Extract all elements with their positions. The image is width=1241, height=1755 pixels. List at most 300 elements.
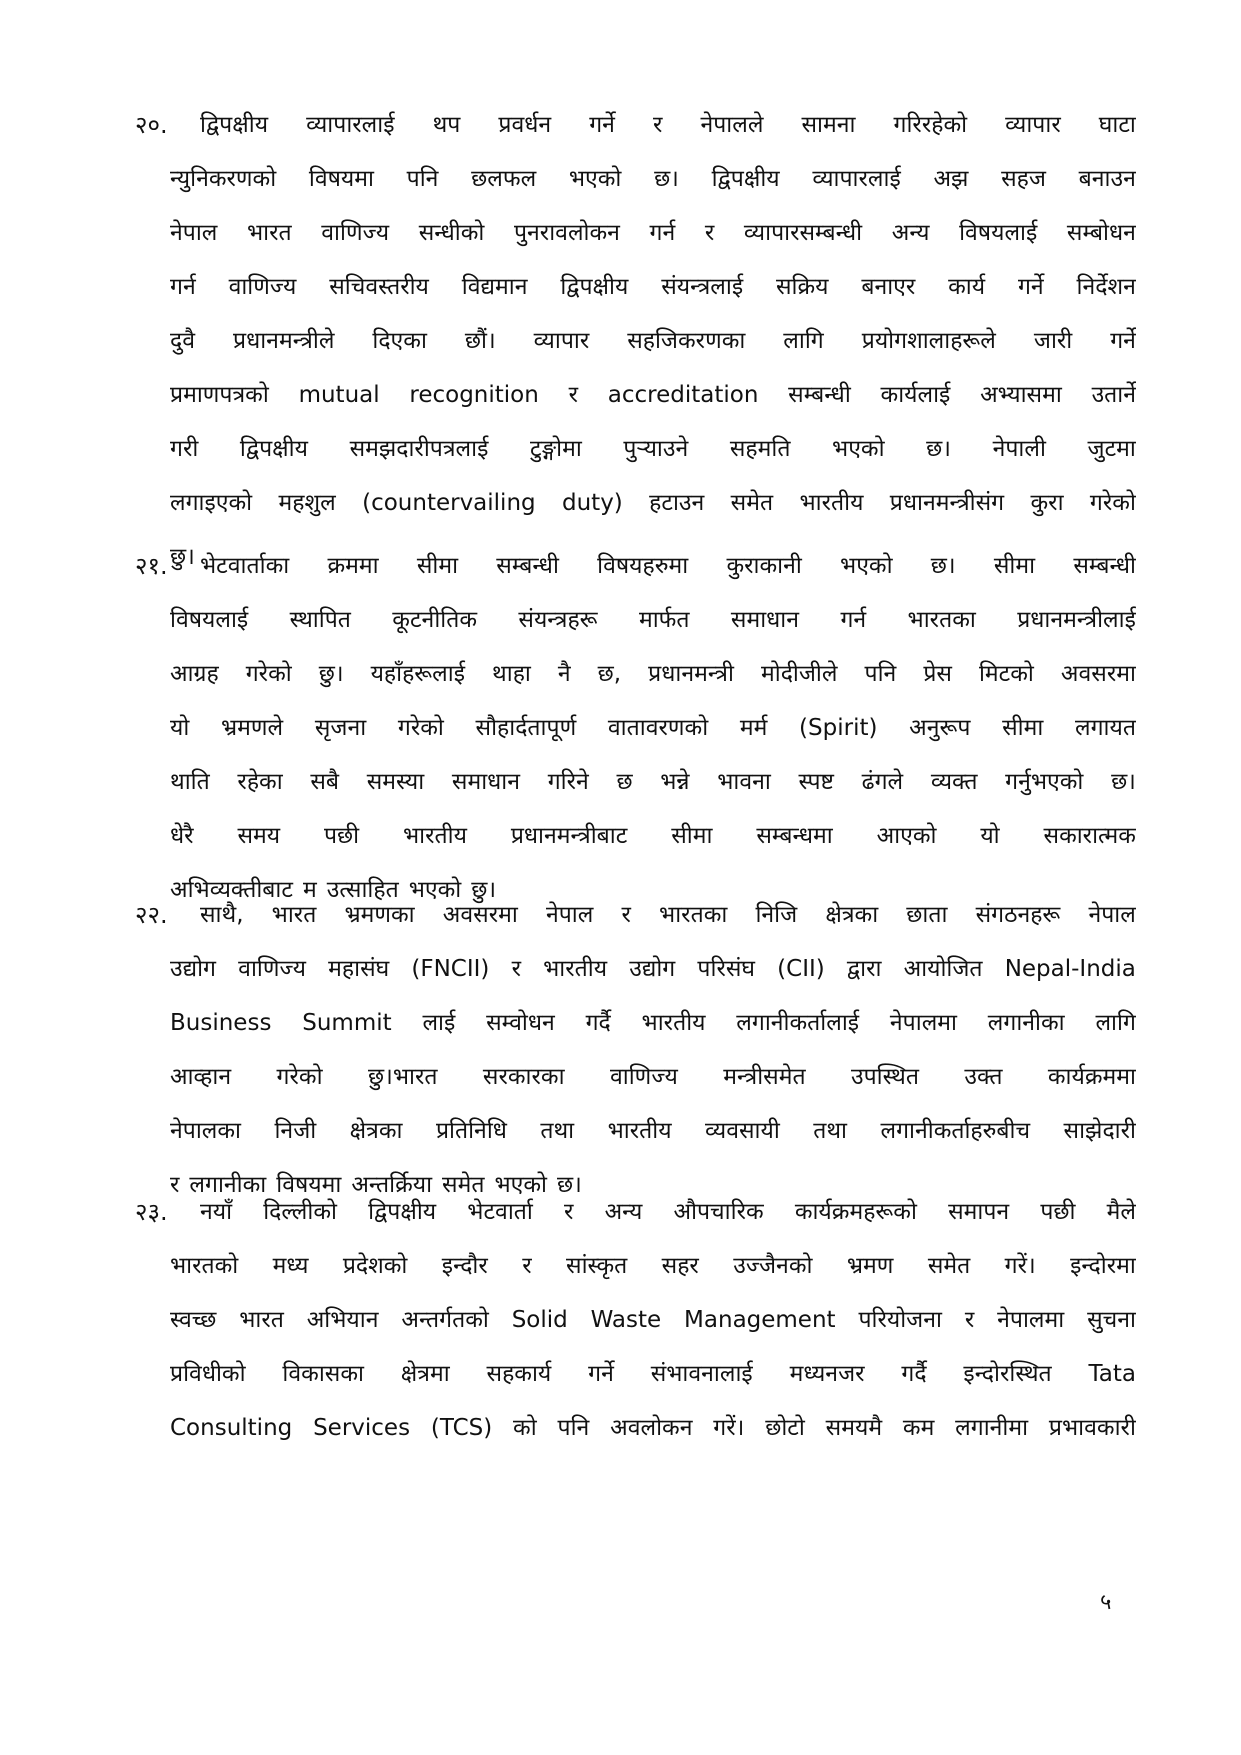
- word: भारतीय: [403, 823, 467, 849]
- word: सम्बन्धमा: [756, 823, 833, 849]
- word: पछी: [323, 823, 360, 849]
- word: प्रदेशको: [342, 1253, 408, 1279]
- word: छोटो: [765, 1415, 805, 1441]
- word: थाति: [170, 769, 210, 795]
- word: छ।: [556, 1172, 582, 1198]
- word: सांस्कृत: [566, 1253, 628, 1279]
- word: हटाउन: [649, 490, 705, 516]
- word: भएको: [832, 436, 885, 462]
- paragraph-number: २०.: [135, 111, 168, 139]
- word: इन्दोरमा: [1070, 1253, 1136, 1279]
- word: समय: [237, 823, 281, 849]
- word: Business: [170, 1010, 272, 1036]
- word: थाहा: [492, 661, 531, 687]
- word: प्रधानमन्त्रीलाई: [1017, 607, 1136, 633]
- word: विषयलाई: [170, 607, 249, 633]
- word: समापन: [948, 1199, 1010, 1225]
- word: व्यापारलाई: [812, 166, 901, 192]
- text-line: [170, 368, 1136, 422]
- word: न्युनिकरणको: [170, 166, 277, 192]
- word: व्यापारसम्बन्धी: [743, 220, 863, 246]
- word: गर्ने: [588, 1361, 614, 1387]
- word: अन्य: [891, 220, 930, 246]
- paragraph-number: २१.: [135, 552, 168, 580]
- word: (Spirit): [799, 715, 878, 741]
- word: बनाउन: [1078, 166, 1136, 192]
- word: पनि: [864, 661, 897, 687]
- word: प्रयोगशालाहरूले: [861, 328, 996, 354]
- word: mutual: [298, 382, 380, 408]
- word: समेत: [730, 490, 774, 516]
- word: Summit: [302, 1010, 392, 1036]
- word: भावना: [717, 769, 771, 795]
- word: वाणिज्य: [609, 1064, 678, 1090]
- word: पछी: [1040, 1199, 1076, 1225]
- word: गरी: [170, 436, 199, 462]
- word: द्विपक्षीय: [368, 1199, 437, 1225]
- word: नेपालमा: [997, 1307, 1065, 1333]
- word: सुचना: [1087, 1307, 1136, 1333]
- word: क्षेत्रमा: [400, 1361, 450, 1387]
- text-line: [170, 476, 1136, 530]
- word: संयन्त्रलाई: [661, 274, 744, 300]
- word: उद्योग: [629, 956, 676, 982]
- word: छाता: [906, 902, 948, 928]
- word: प्रवर्धन: [498, 112, 552, 138]
- word: अन्य: [604, 1199, 643, 1225]
- word: recognition: [409, 382, 539, 408]
- word: भएको: [568, 166, 622, 192]
- text-line: [170, 1293, 1136, 1347]
- word: सचिवस्तरीय: [329, 274, 429, 300]
- word: नेपालमा: [889, 1010, 957, 1036]
- word: पनि: [557, 1415, 590, 1441]
- word: अभिव्यक्तीबाट: [170, 877, 293, 903]
- word: छलफल: [471, 166, 537, 192]
- word: Consulting: [170, 1415, 293, 1441]
- word: उक्त: [964, 1064, 1003, 1090]
- word: सकारात्मक: [1043, 823, 1136, 849]
- word: अवलोकन: [610, 1415, 693, 1441]
- word: दिल्लीको: [263, 1199, 337, 1225]
- word: भारतीय: [607, 1118, 672, 1144]
- word: मर्म: [739, 715, 768, 741]
- word: छौं।: [464, 328, 496, 354]
- word: भ्रमण: [846, 1253, 894, 1279]
- word: कार्यलाई: [880, 382, 951, 408]
- word: छु।: [318, 661, 344, 687]
- word: सक्रिय: [775, 274, 829, 300]
- word: सबै: [310, 769, 340, 795]
- paragraph-20: [135, 98, 1136, 584]
- word: समझदारीपत्रलाई: [349, 436, 489, 462]
- word: भ्रमणका: [344, 902, 415, 928]
- word: संयन्त्रहरू: [518, 607, 598, 633]
- word: समाधान: [730, 607, 800, 633]
- paragraph-number: २२.: [135, 901, 168, 929]
- word: अवसरमा: [1060, 661, 1136, 687]
- word: वाणिज्य: [321, 220, 390, 246]
- word: Solid: [511, 1307, 568, 1333]
- word: अवसरमा: [442, 902, 518, 928]
- word: द्विपक्षीय: [239, 436, 308, 462]
- text-line: [170, 1050, 1136, 1104]
- word: अन्तर्क्रिया: [351, 1172, 433, 1198]
- word: जुटमा: [1087, 436, 1136, 462]
- word: द्विपक्षीय: [560, 274, 629, 300]
- word: पनि: [406, 166, 439, 192]
- word: लाई: [422, 1010, 456, 1036]
- word: गर्न: [840, 607, 867, 633]
- word: छ।: [1111, 769, 1136, 795]
- word: सहमति: [729, 436, 791, 462]
- word: निर्देशन: [1076, 274, 1136, 300]
- word: वाणिज्य: [228, 274, 297, 300]
- word: म: [302, 877, 317, 903]
- word: समेत: [442, 1172, 485, 1198]
- word: यो: [980, 823, 1000, 849]
- word: (FNCII): [411, 956, 490, 982]
- word: नेपाल: [545, 902, 594, 928]
- word: मिटको: [978, 661, 1034, 687]
- word: समयमै: [825, 1415, 883, 1441]
- text-line: [170, 701, 1136, 755]
- word: भारतीय: [543, 956, 608, 982]
- word: कम: [902, 1415, 935, 1441]
- text-line: [170, 647, 1136, 701]
- word: उज्जैनको: [733, 1253, 813, 1279]
- word: व्यापार: [533, 328, 590, 354]
- word: मार्फत: [638, 607, 690, 633]
- word: भेटवार्ताका: [200, 553, 290, 579]
- word: नेपालले: [700, 112, 764, 138]
- word: उतार्ने: [1091, 382, 1136, 408]
- paragraph-body: [170, 539, 1136, 917]
- word: बनाएर: [861, 274, 916, 300]
- word: नेपाल: [1088, 902, 1136, 928]
- word: विषयहरुमा: [597, 553, 689, 579]
- word: सम्बन्धी: [1073, 553, 1136, 579]
- word: परिसंघ: [697, 956, 755, 982]
- word: मोदीजीले: [760, 661, 838, 687]
- paragraph-number: २३.: [135, 1198, 168, 1226]
- word: (countervailing: [362, 490, 536, 516]
- word: र: [564, 1199, 574, 1225]
- text-line: [170, 942, 1136, 996]
- word: र: [511, 956, 521, 982]
- text-line: [170, 593, 1136, 647]
- word: गरेको: [397, 715, 444, 741]
- word: मन्त्रीसमेत: [723, 1064, 806, 1090]
- word: अझ: [933, 166, 969, 192]
- word: गर्नुभएको: [1005, 769, 1084, 795]
- word: गर्ने: [589, 112, 615, 138]
- word: रहेका: [237, 769, 283, 795]
- word: विषयमा: [308, 166, 374, 192]
- word: भारतका: [907, 607, 976, 633]
- word: मध्यनजर: [789, 1361, 865, 1387]
- word: सृजना: [314, 715, 367, 741]
- word: प्रतिनिधि: [435, 1118, 507, 1144]
- word: गरिने: [547, 769, 589, 795]
- text-line: [200, 98, 1136, 152]
- word: भ्रमणले: [221, 715, 284, 741]
- word: आग्रह: [170, 661, 219, 687]
- word: गर्न: [170, 274, 196, 300]
- word: कूटनीतिक: [392, 607, 478, 633]
- word: इन्दौर: [441, 1253, 488, 1279]
- text-line: [170, 314, 1136, 368]
- word: छ।: [654, 166, 679, 192]
- word: कुराकानी: [726, 553, 802, 579]
- word: जारी: [1033, 328, 1073, 354]
- word: लगानीमा: [955, 1415, 1029, 1441]
- word: भारत: [247, 220, 292, 246]
- text-line: [200, 1185, 1136, 1239]
- word: टुङ्गोमा: [529, 436, 582, 462]
- word: सीमा: [993, 553, 1036, 579]
- word: अनुरूप: [909, 715, 971, 741]
- word: द्विपक्षीय: [711, 166, 780, 192]
- word: र: [621, 902, 631, 928]
- word: प्रभावकारी: [1048, 1415, 1136, 1441]
- word: सहजिकरणका: [627, 328, 746, 354]
- word: आएको: [876, 823, 937, 849]
- word: निजि: [755, 902, 798, 928]
- word: कुरा: [1030, 490, 1064, 516]
- word: सहकार्य: [486, 1361, 552, 1387]
- word: accreditation: [607, 382, 759, 408]
- word: को: [513, 1415, 537, 1441]
- word: प्रेस: [923, 661, 952, 687]
- word: प्रविधीको: [170, 1361, 246, 1387]
- word: भएको: [494, 1172, 547, 1198]
- word: नेपालका: [170, 1118, 242, 1144]
- word: क्षेत्रका: [825, 902, 879, 928]
- word: भारतीय: [799, 490, 864, 516]
- word: (TCS): [430, 1415, 493, 1441]
- word: छ।: [930, 553, 956, 579]
- word: व्यक्त: [930, 769, 978, 795]
- word: लगानीका: [189, 1172, 267, 1198]
- word: तथा: [540, 1118, 575, 1144]
- word: विकासका: [282, 1361, 364, 1387]
- word: क्षेत्रका: [349, 1118, 403, 1144]
- word: स्पष्ट: [798, 769, 834, 795]
- word: सम्बोधन: [1066, 220, 1136, 246]
- word: घाटा: [1098, 112, 1136, 138]
- word: छ,: [597, 661, 622, 687]
- word: ढंगले: [861, 769, 904, 795]
- word: छ।: [926, 436, 951, 462]
- word: सौहार्दतापूर्ण: [475, 715, 577, 741]
- text-line: [170, 1104, 1136, 1158]
- word: स्वच्छ: [170, 1307, 217, 1333]
- word: व्यापार: [1005, 112, 1061, 138]
- word: सरकारका: [482, 1064, 565, 1090]
- word: महशुल: [278, 490, 336, 516]
- word: र: [170, 1172, 180, 1198]
- word: लगायत: [1075, 715, 1136, 741]
- word: महासंघ: [328, 956, 390, 982]
- word: गर्न: [649, 220, 676, 246]
- word: गरिरहेको: [893, 112, 968, 138]
- word: लगाइएको: [170, 490, 253, 516]
- word: साझेदारी: [1063, 1118, 1136, 1144]
- word: सीमा: [416, 553, 459, 579]
- word: निजी: [274, 1118, 317, 1144]
- word: गर्ने: [1110, 328, 1136, 354]
- word: व्यापारलाई: [306, 112, 395, 138]
- word: Nepal-India: [1004, 956, 1136, 982]
- word: अभ्यासमा: [980, 382, 1062, 408]
- word: Tata: [1088, 1361, 1136, 1387]
- word: भारत: [239, 1307, 284, 1333]
- word: सीमा: [671, 823, 713, 849]
- word: थप: [432, 112, 461, 138]
- word: भारतका: [659, 902, 728, 928]
- text-line: [170, 422, 1136, 476]
- paragraph-body: [170, 98, 1136, 584]
- word: स्थापित: [289, 607, 351, 633]
- word: सहर: [661, 1253, 699, 1279]
- word: समस्या: [366, 769, 425, 795]
- word: भन्ने: [660, 769, 690, 795]
- word: duty): [562, 490, 623, 516]
- page-number: ५: [1100, 1590, 1112, 1615]
- word: मध्य: [272, 1253, 309, 1279]
- word: विद्यमान: [461, 274, 528, 300]
- word: कार्य: [948, 274, 986, 300]
- text-line: [200, 888, 1136, 942]
- word: र: [704, 220, 715, 246]
- text-line: [170, 996, 1136, 1050]
- word: वातावरणको: [607, 715, 709, 741]
- word: Waste: [590, 1307, 662, 1333]
- word: गरें।: [713, 1415, 745, 1441]
- word: सम्बन्धी: [496, 553, 559, 579]
- word: छ: [616, 769, 633, 795]
- word: गर्दै: [901, 1361, 927, 1387]
- word: कार्यक्रममा: [1047, 1064, 1136, 1090]
- word: भारतीय: [641, 1010, 706, 1036]
- word: द्वारा: [846, 956, 882, 982]
- word: विषयमा: [276, 1172, 342, 1198]
- word: भएको: [408, 877, 462, 903]
- word: उत्साहित: [326, 877, 399, 903]
- word: यो: [170, 715, 190, 741]
- text-line: [200, 539, 1136, 593]
- word: समेत: [927, 1253, 971, 1279]
- word: विषयलाई: [959, 220, 1038, 246]
- word: प्रमाणपत्रको: [170, 382, 269, 408]
- word: नै: [557, 661, 571, 687]
- word: प्रधानमन्त्रीले: [232, 328, 335, 354]
- word: परियोजना: [858, 1307, 942, 1333]
- text-line: [170, 260, 1136, 314]
- word: लागि: [1095, 1010, 1136, 1036]
- word: मैले: [1106, 1199, 1136, 1225]
- word: र: [964, 1307, 975, 1333]
- text-line: [170, 1239, 1136, 1293]
- word: अभियान: [306, 1307, 379, 1333]
- text-line: [170, 809, 1136, 863]
- word: नयाँ: [200, 1199, 233, 1225]
- word: छु।भारत: [367, 1064, 438, 1090]
- word: इन्दोरस्थित: [963, 1361, 1052, 1387]
- word: छु।: [170, 544, 195, 570]
- word: उद्योग: [170, 956, 217, 982]
- word: सहज: [1001, 166, 1046, 192]
- word: औपचारिक: [673, 1199, 764, 1225]
- word: तथा: [813, 1118, 848, 1144]
- word: सामना: [801, 112, 856, 138]
- word: सन्धीको: [418, 220, 485, 246]
- word: समाधान: [451, 769, 521, 795]
- word: दिएका: [372, 328, 427, 354]
- word: (CII): [777, 956, 825, 982]
- word: गरेको: [276, 1064, 323, 1090]
- word: गरेको: [1089, 490, 1136, 516]
- word: व्यवसायी: [705, 1118, 780, 1144]
- word: लागि: [783, 328, 824, 354]
- word: पुनरावलोकन: [513, 220, 620, 246]
- paragraph-23: [135, 1185, 1136, 1455]
- word: द्विपक्षीय: [200, 112, 269, 138]
- paragraph-body: [170, 1185, 1136, 1455]
- word: भेटवार्ता: [467, 1199, 533, 1225]
- word: गरें।: [1004, 1253, 1036, 1279]
- word: प्रधानमन्त्रीसंग: [889, 490, 1005, 516]
- word: कार्यक्रमहरूको: [794, 1199, 917, 1225]
- word: संभावनालाई: [650, 1361, 753, 1387]
- word: गर्ने: [1017, 274, 1044, 300]
- word: लगानीकर्ताहरुबीच: [880, 1118, 1031, 1144]
- word: वाणिज्य: [238, 956, 306, 982]
- text-line: [170, 152, 1136, 206]
- word: लगानीकर्तालाई: [736, 1010, 860, 1036]
- word: Services: [313, 1415, 411, 1441]
- word: सीमा: [1002, 715, 1044, 741]
- text-line: [170, 1347, 1136, 1401]
- word: गरेको: [245, 661, 292, 687]
- word: क्रममा: [327, 553, 379, 579]
- word: साथै,: [200, 902, 244, 928]
- word: नेपाली: [992, 436, 1046, 462]
- word: आव्हान: [170, 1064, 232, 1090]
- word: संगठनहरू: [975, 902, 1061, 928]
- word: अन्तर्गतको: [401, 1307, 489, 1333]
- word: Management: [684, 1307, 836, 1333]
- text-line: [170, 1401, 1136, 1455]
- word: भारत: [271, 902, 317, 928]
- word: यहाँहरूलाई: [370, 661, 466, 687]
- word: प्रधानमन्त्रीबाट: [510, 823, 628, 849]
- word: धेरै: [170, 823, 194, 849]
- word: भएको: [840, 553, 893, 579]
- text-line: [170, 206, 1136, 260]
- word: सम्वोधन: [486, 1010, 555, 1036]
- word: भारतको: [170, 1253, 239, 1279]
- word: आयोजित: [903, 956, 983, 982]
- word: र: [522, 1253, 532, 1279]
- word: लगानीका: [987, 1010, 1065, 1036]
- word: गर्दै: [585, 1010, 611, 1036]
- word: नेपाल: [170, 220, 218, 246]
- word: दुवै: [170, 328, 196, 354]
- text-line: [170, 755, 1136, 809]
- word: प्रधानमन्त्री: [648, 661, 734, 687]
